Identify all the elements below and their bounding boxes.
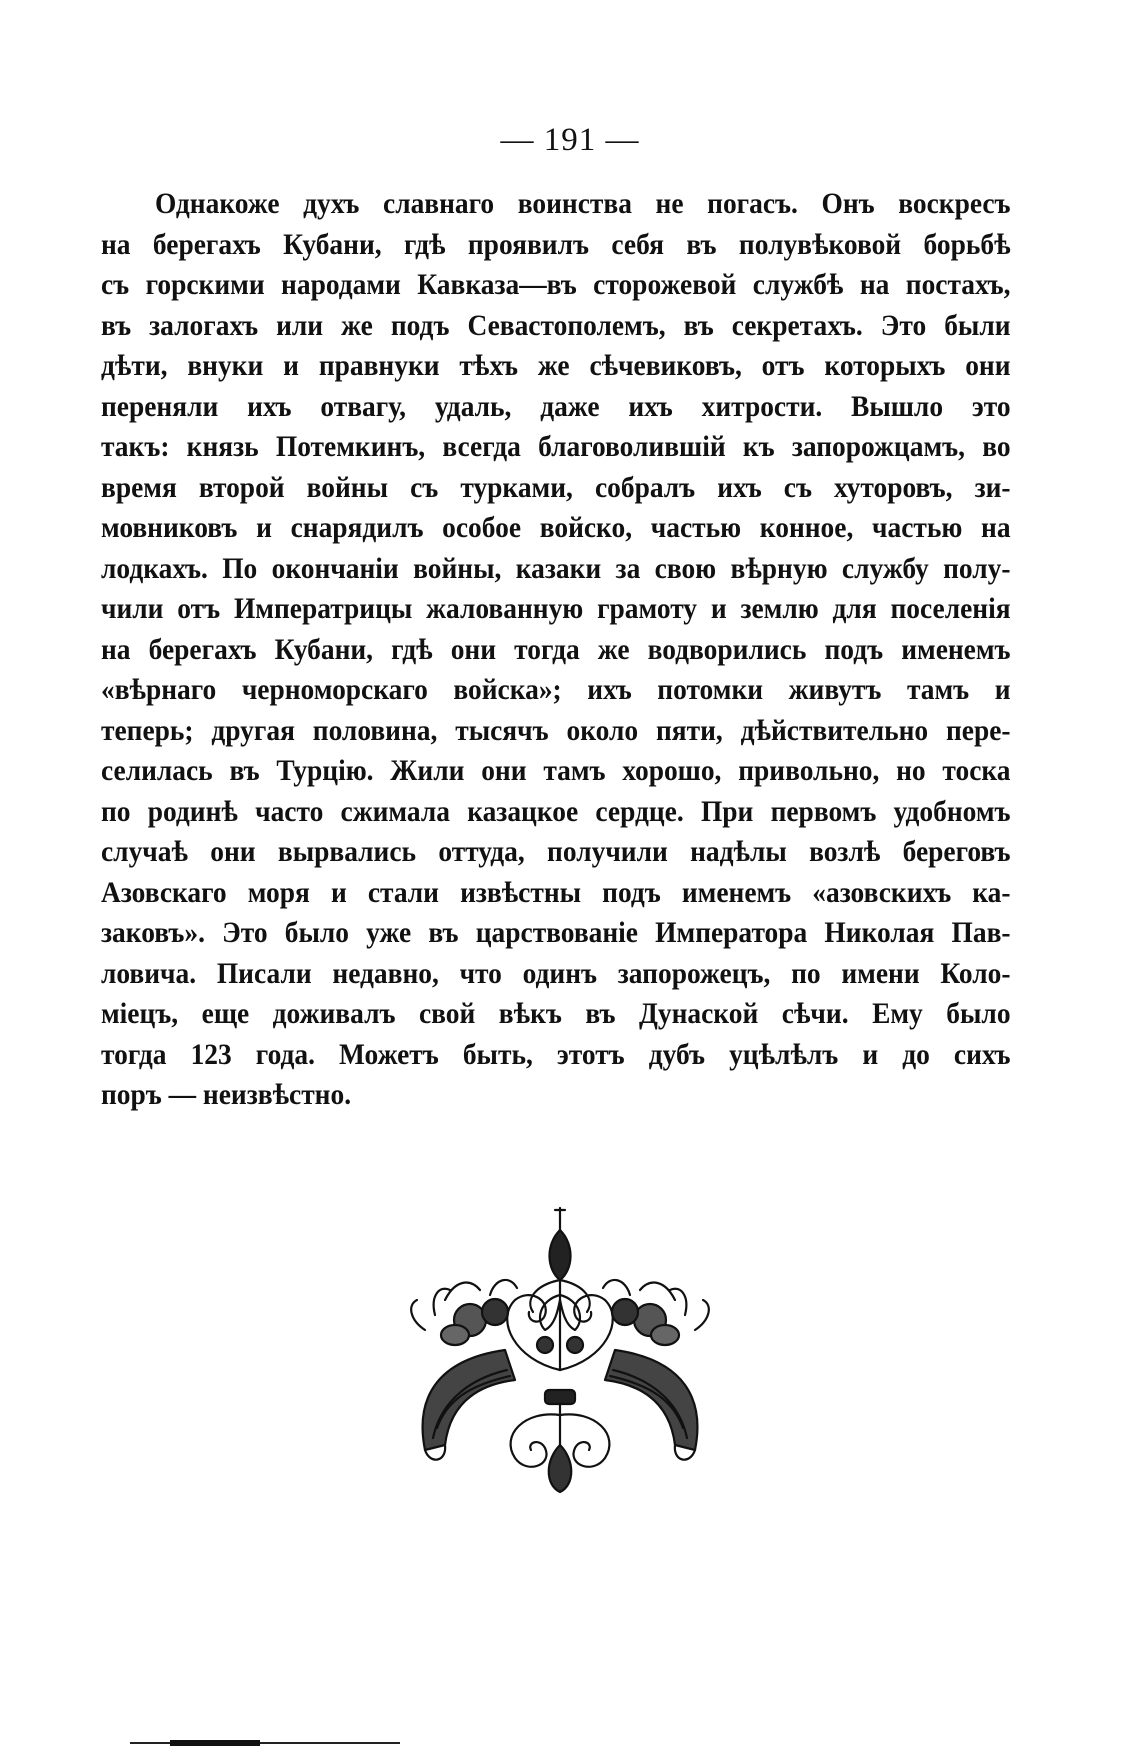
text-line: на берегахъ Кубани, гдѣ проявилъ себя въ полувѣковой борьбѣ <box>101 228 1011 261</box>
body-text <box>101 184 1011 1116</box>
text-line: теперь; другая половина, тысячъ около пяти, дѣйствительно пере- <box>101 714 1011 747</box>
page-number: — 191 — <box>500 122 640 158</box>
text-line: Азовскаго моря и стали извѣстны подъ именемъ «азовскихъ ка- <box>101 876 1011 909</box>
scan-artifact-rule <box>130 1740 400 1746</box>
text-line: тогда 123 года. Можетъ быть, этотъ дубъ уцѣлѣлъ и до сихъ <box>101 1038 1011 1071</box>
text-line: въ залогахъ или же подъ Севастополемъ, въ секретахъ. Это были <box>101 309 1011 342</box>
text-line: такъ: князь Потемкинъ, всегда благоволившій къ запорожцамъ, во <box>101 431 1011 463</box>
text-line: дѣти, внуки и правнуки тѣхъ же сѣчевиковъ, отъ которыхъ они <box>101 350 1011 382</box>
text-line: переняли ихъ отвагу, удаль, даже ихъ хитрости. Вышло это <box>101 390 1011 423</box>
text-line: поръ — неизвѣстно. <box>101 1079 352 1111</box>
text-line: «вѣрнаго черноморскаго войска»; ихъ потомки живутъ тамъ и <box>101 674 1011 706</box>
text-line: случаѣ они вырвались оттуда, получили надѣлы возлѣ береговъ <box>101 836 1011 868</box>
text-line: ловича. Писали недавно, что одинъ запорожецъ, по имени Коло- <box>101 957 1011 990</box>
text-line: на берегахъ Кубани, гдѣ они тогда же водворились подъ именемъ <box>101 633 1011 666</box>
text-line: съ горскими народами Кавказа—въ сторожевой службѣ на постахъ, <box>101 269 1011 301</box>
text-line: селилась въ Турцію. Жили они тамъ хорошо, привольно, но тоска <box>101 755 1011 787</box>
text-line: по родинѣ часто сжимала казацкое сердце. При первомъ удобномъ <box>101 795 1011 828</box>
text-line: заковъ». Это было уже въ царствованіе Императора Николая Пав- <box>101 917 1011 949</box>
text-line: чили отъ Императрицы жалованную грамоту и землю для поселенія <box>101 593 1011 625</box>
text-line: мовниковъ и снарядилъ особое войско, частью конное, частью на <box>101 512 1011 544</box>
cornucopia-fleuron-icon <box>395 1200 725 1500</box>
text-line: время второй войны съ турками, собралъ ихъ съ хуторовъ, зи- <box>101 471 1011 504</box>
text-line: міецъ, еще доживалъ свой вѣкъ въ Дунаской сѣчи. Ему было <box>101 998 1011 1030</box>
text-line: Однакоже духъ славнаго воинства не погасъ. Онъ воскресъ <box>154 188 1011 220</box>
text-line: лодкахъ. По окончаніи войны, казаки за свою вѣрную службу полу- <box>101 552 1011 585</box>
